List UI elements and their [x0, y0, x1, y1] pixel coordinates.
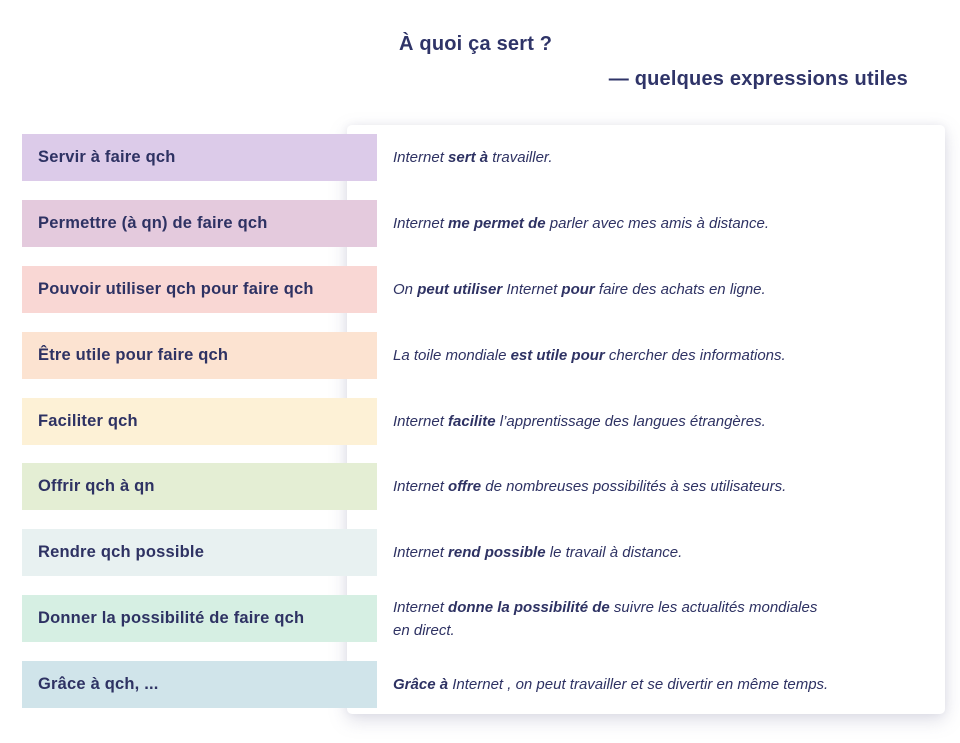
- example-bold-segment: pour: [561, 280, 595, 298]
- example-bold-segment: rend possible: [448, 544, 546, 562]
- expression-label: Donner la possibilité de faire qch: [38, 609, 305, 628]
- example-segment: Internet: [502, 280, 562, 298]
- example-segment: La toile mondiale: [393, 346, 511, 364]
- example-segment: de nombreuses possibilités à ses utilisateurs.: [481, 478, 787, 496]
- example-segment: Internet: [393, 598, 449, 616]
- example-bold-segment: donne la possibilité de: [448, 598, 610, 616]
- example-segment: travailler.: [488, 149, 553, 166]
- expression-row: [0, 661, 960, 708]
- example-sentence: [393, 595, 933, 642]
- example-segment: le travail à distance.: [545, 544, 683, 562]
- example-sentence: [393, 266, 933, 313]
- example-segment: Internet: [393, 412, 449, 430]
- page-title: À quoi ça sert ?: [399, 33, 553, 55]
- expression-label-box: [22, 595, 377, 642]
- example-sentence: [393, 134, 933, 181]
- expression-label: Être utile pour faire qch: [38, 345, 229, 364]
- example-segment: parler avec mes amis à distance.: [545, 214, 770, 232]
- example-sentence: [393, 200, 933, 247]
- example-bold-segment: est utile pour: [510, 346, 605, 364]
- example-sentence: [393, 332, 933, 379]
- example-sentence-text: [393, 146, 553, 169]
- example-segment: Internet: [393, 544, 449, 562]
- example-segment: l’apprentissage des langues étrangères.: [495, 412, 766, 430]
- expression-label-box: [22, 661, 377, 708]
- expression-row: [0, 200, 960, 247]
- example-sentence-text: [393, 278, 766, 301]
- page-subtitle: — quelques expressions utiles: [608, 68, 908, 90]
- example-segment: Internet: [393, 149, 449, 166]
- example-sentence-text: [393, 596, 817, 642]
- example-bold-segment: me permet de: [448, 214, 546, 232]
- example-sentence-text: [393, 344, 786, 367]
- expression-label-box: [22, 398, 377, 445]
- expression-label-box: [22, 332, 377, 379]
- example-bold-segment: peut utiliser: [417, 280, 503, 298]
- expression-label-box: [22, 529, 377, 576]
- example-sentence-text: [393, 541, 682, 564]
- expression-row: [0, 595, 960, 642]
- expression-label: Faciliter qch: [38, 411, 138, 430]
- example-bold-segment: offre: [448, 478, 482, 496]
- example-segment: chercher des informations.: [604, 346, 786, 364]
- example-segment: Internet: [393, 478, 449, 496]
- expression-row: [0, 266, 960, 313]
- expression-label-box: [22, 200, 377, 247]
- expression-label: Offrir qch à qn: [38, 477, 155, 496]
- example-sentence: [393, 661, 933, 708]
- example-sentence-text: [393, 410, 766, 433]
- example-sentence: [393, 463, 933, 510]
- example-segment: Internet , on peut travailler et se divertir en même temps.: [448, 676, 829, 693]
- expression-label: Servir à faire qch: [38, 148, 176, 166]
- expression-label: Grâce à qch, ...: [38, 675, 159, 693]
- example-bold-segment: facilite: [448, 412, 496, 430]
- expression-label: Rendre qch possible: [38, 543, 205, 562]
- example-segment: suivre les actualités mondiales: [609, 598, 818, 616]
- expression-label: Permettre (à qn) de faire qch: [38, 213, 268, 232]
- example-segment: faire des achats en ligne.: [594, 280, 766, 298]
- example-segment: en direct.: [393, 621, 455, 639]
- example-bold-segment: sert à: [448, 149, 489, 166]
- example-segment: On: [393, 280, 418, 298]
- example-bold-segment: Grâce à: [393, 676, 449, 693]
- expression-row: [0, 398, 960, 445]
- expression-row: [0, 529, 960, 576]
- expression-label-box: [22, 266, 377, 313]
- example-sentence: [393, 529, 933, 576]
- expression-row: [0, 332, 960, 379]
- expression-label-box: [22, 134, 377, 181]
- example-sentence-text: [393, 212, 769, 235]
- expression-label: Pouvoir utiliser qch pour faire qch: [38, 279, 314, 298]
- example-sentence-text: [393, 475, 786, 498]
- example-segment: Internet: [393, 214, 449, 232]
- expression-row: [0, 463, 960, 510]
- expression-row: [0, 134, 960, 181]
- example-sentence-text: [393, 673, 828, 696]
- expression-label-box: [22, 463, 377, 510]
- example-sentence: [393, 398, 933, 445]
